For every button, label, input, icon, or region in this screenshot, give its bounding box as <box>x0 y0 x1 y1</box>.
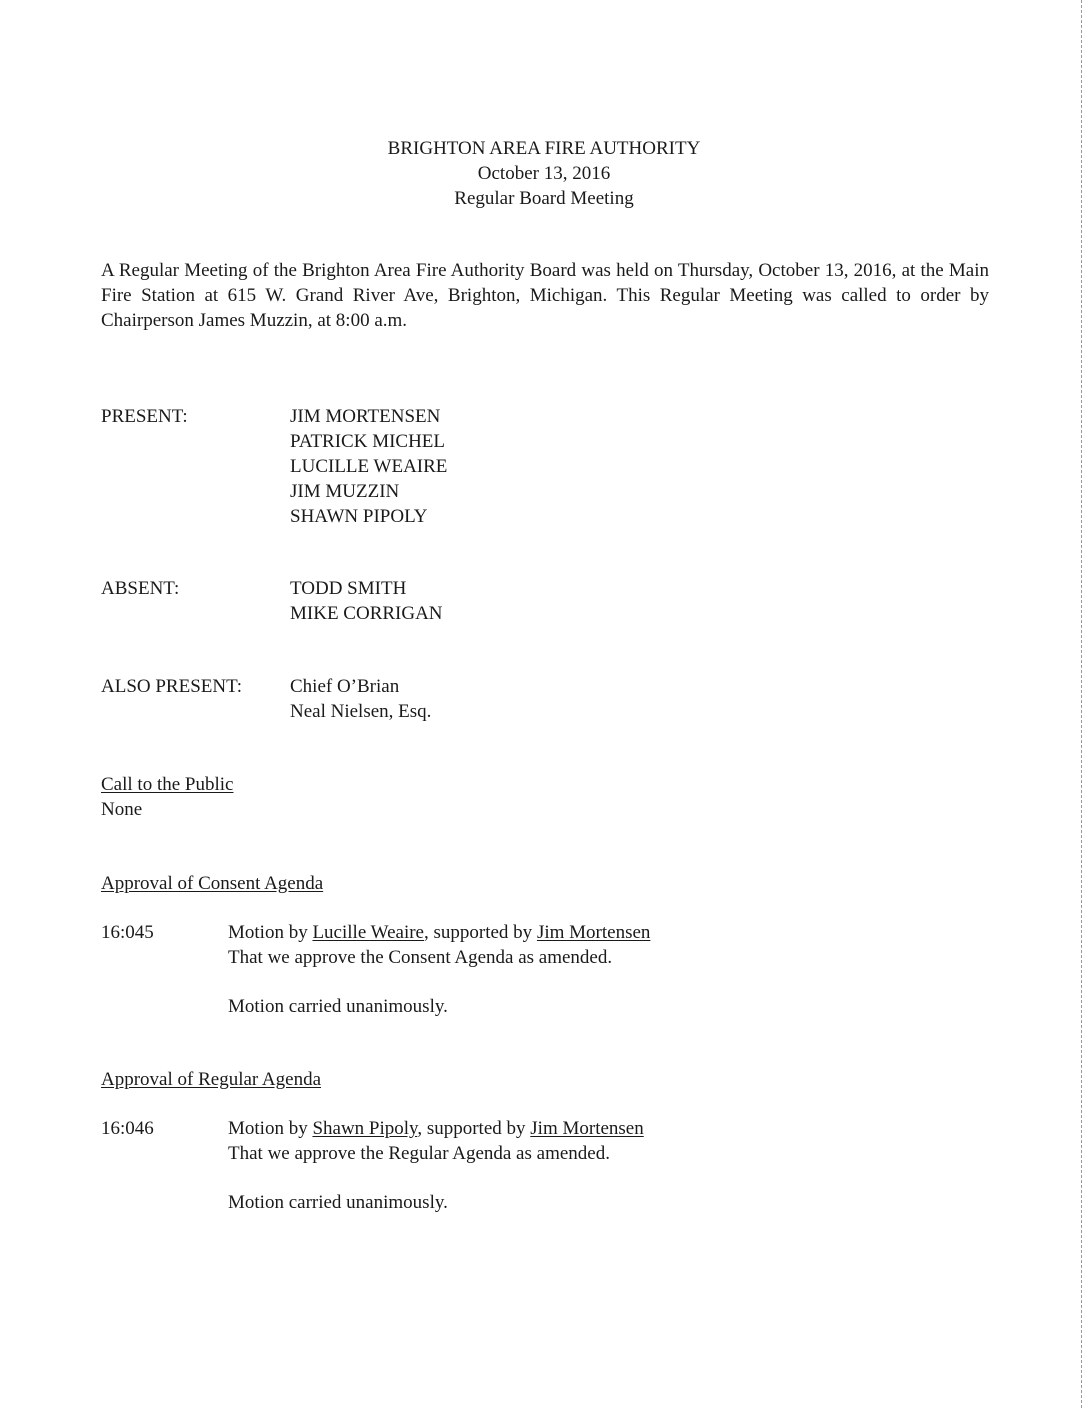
motion-supported-text: , supported by <box>424 922 537 943</box>
present-name: PATRICK MICHEL <box>290 431 446 452</box>
motion-body <box>228 1116 644 1215</box>
absent-names <box>290 576 443 626</box>
call-to-public-heading: Call to the Public <box>101 774 234 795</box>
meeting-date: October 13, 2016 <box>477 163 611 184</box>
absent-name: TODD SMITH <box>290 578 407 599</box>
intro-paragraph <box>101 258 989 333</box>
absent-label: ABSENT: <box>101 578 180 599</box>
motion-mover: Lucille Weaire <box>312 922 424 943</box>
motion-prefix: Motion by <box>228 922 313 943</box>
motion-number: 16:046 <box>101 1118 154 1139</box>
motion-mover: Shawn Pipoly <box>312 1118 418 1139</box>
present-name: SHAWN PIPOLY <box>290 506 428 527</box>
present-label: PRESENT: <box>101 406 188 427</box>
present-name: LUCILLE WEAIRE <box>290 456 448 477</box>
intro-text: A Regular Meeting of the Brighton Area Fire Authority Board was held on Thursday, October 13, 2016, at the Main Fire Station at 615 W. Grand River Ave, Brighton, Michigan. This Regular Meeting was called to order by Chairperson James Muzzin, at 8:00 a.m. <box>101 260 989 331</box>
call-to-public-text: None <box>101 799 143 820</box>
motion-result: Motion carried unanimously. <box>228 996 448 1017</box>
also-present-name: Neal Nielsen, Esq. <box>290 701 432 722</box>
consent-agenda-heading: Approval of Consent Agenda <box>101 873 324 894</box>
present-names <box>290 404 447 529</box>
also-present-name: Chief O’Brian <box>290 676 400 697</box>
motion-supporter: Jim Mortensen <box>536 922 651 943</box>
consent-agenda-heading-block <box>101 871 323 896</box>
call-to-public-section <box>101 772 233 822</box>
motion-line <box>228 920 650 945</box>
motion-supporter: Jim Mortensen <box>530 1118 644 1139</box>
regular-agenda-heading-block <box>101 1067 321 1092</box>
motion-line <box>228 1116 644 1141</box>
scan-edge-line <box>1080 0 1082 1408</box>
absent-name: MIKE CORRIGAN <box>290 603 443 624</box>
motion-result: Motion carried unanimously. <box>228 1192 448 1213</box>
meeting-type: Regular Board Meeting <box>454 188 634 209</box>
motion-supported-text: , supported by <box>417 1118 531 1139</box>
present-name: JIM MUZZIN <box>290 481 400 502</box>
regular-agenda-heading: Approval of Regular Agenda <box>101 1069 322 1090</box>
motion-prefix: Motion by <box>228 1118 313 1139</box>
motion-text: That we approve the Regular Agenda as amended. <box>228 1143 610 1164</box>
also-present-names <box>290 674 431 724</box>
motion-number: 16:045 <box>101 922 154 943</box>
motion-body <box>228 920 650 1019</box>
motion-text: That we approve the Consent Agenda as amended. <box>228 947 613 968</box>
organization-title: BRIGHTON AREA FIRE AUTHORITY <box>387 138 701 159</box>
present-name: JIM MORTENSEN <box>290 406 441 427</box>
document-header <box>0 136 1088 211</box>
also-present-label: ALSO PRESENT: <box>101 676 243 697</box>
